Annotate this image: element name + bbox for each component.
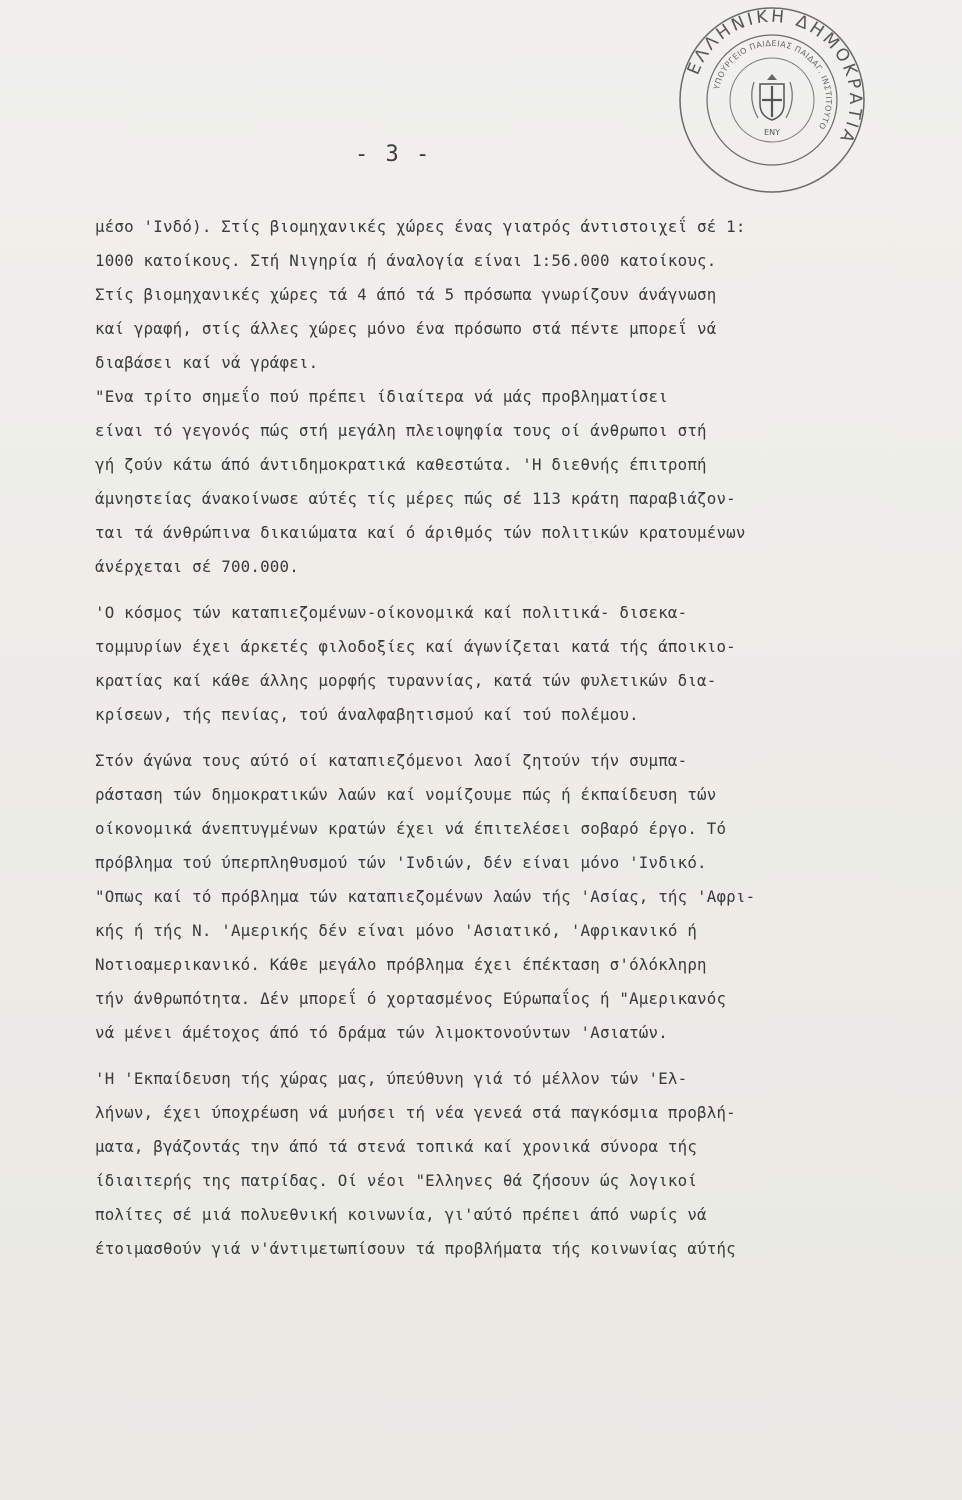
text-line: κής ή τής Ν. 'Αμερικής δέν είναι μόνο 'Ασιατικό, 'Αφρικανικό ή bbox=[95, 921, 698, 940]
text-line: νά μένει άμέτοχος άπό τό δράμα τών λιμοκτονούντων 'Ασιατών. bbox=[95, 1023, 668, 1042]
text-line: άνέρχεται σέ 700.000. bbox=[95, 557, 299, 576]
text-line: "Οπως καί τό πρόβλημα τών καταπιεζομένων λαών τής 'Ασίας, τής 'Αφρι- bbox=[95, 887, 756, 906]
text-line: κρατίας καί κάθε άλλης μορφής τυραννίας, κατά τών φυλετικών δια- bbox=[95, 671, 717, 690]
paragraph-5 bbox=[95, 1062, 955, 1266]
text-line: ματα, βγάζοντάς την άπό τά στενά τοπικά καί χρονικά σύνορα τής bbox=[95, 1137, 698, 1156]
coat-of-arms-icon bbox=[752, 74, 793, 120]
text-line: μέσο 'Ινδό). Στίς βιομηχανικές χώρες ένας γιατρός άντιστοιχεΐ σέ 1: bbox=[95, 217, 746, 236]
text-line: καί γραφή, στίς άλλες χώρες μόνο ένα πρόσωπο στά πέντε μπορεΐ νά bbox=[95, 319, 717, 338]
text-line: είναι τό γεγονός πώς στή μεγάλη πλειοψηφία τους οί άνθρωποι στή bbox=[95, 421, 707, 440]
text-line: ται τά άνθρώπινα δικαιώματα καί ό άριθμός τών πολιτικών κρατουμένων bbox=[95, 523, 746, 542]
text-line: λήνων, έχει ύποχρέωση νά μυήσει τή νέα γενεά στά παγκόσμια προβλή- bbox=[95, 1103, 736, 1122]
text-line: τομμυρίων έχει άρκετές φιλοδοξίες καί άγωνίζεται κατά τής άποικιο- bbox=[95, 637, 736, 656]
text-line: 1000 κατοίκους. Στή Νιγηρία ή άναλογία είναι 1:56.000 κατοίκους. bbox=[95, 251, 717, 270]
paragraph-3 bbox=[95, 596, 955, 732]
text-line: κρίσεων, τής πενίας, τού άναλφαβητισμού καί τού πολέμου. bbox=[95, 705, 639, 724]
text-line: πρόβλημα τού ύπερπληθυσμού τών 'Ινδιών, δέν είναι μόνο 'Ινδικό. bbox=[95, 853, 707, 872]
text-line: τήν άνθρωπότητα. Δέν μπορεΐ ό χορτασμένος Εύρωπαΐος ή "Αμερικανός bbox=[95, 989, 727, 1008]
text-line: "Ενα τρίτο σημεΐο πού πρέπει ίδιαίτερα νά μάς προβληματίσει bbox=[95, 387, 668, 406]
text-line: οίκονομικά άνεπτυγμένων κρατών έχει νά έπιτελέσει σοβαρό έργο. Τό bbox=[95, 819, 727, 838]
text-line: διαβάσει καί νά γράφει. bbox=[95, 353, 319, 372]
document-body bbox=[95, 210, 955, 1266]
text-line: γή ζούν κάτω άπό άντιδημοκρατικά καθεστώτα. 'Η διεθνής έπιτροπή bbox=[95, 455, 707, 474]
text-line: 'Ο κόσμος τών καταπιεζομένων-οίκονομικά καί πολιτικά- δισεκα- bbox=[95, 603, 688, 622]
paragraph-1 bbox=[95, 210, 955, 380]
text-line: Στόν άγώνα τους αύτό οί καταπιεζόμενοι λαοί ζητούν τήν συμπα- bbox=[95, 751, 688, 770]
seal-outer-text: ΕΛΛΗΝΙΚΗ ΔΗΜΟΚΡΑΤΙΑ bbox=[683, 6, 866, 148]
text-line: Νοτιοαμερικανικό. Κάθε μεγάλο πρόβλημα έχει έπέκταση σ'όλόκληρη bbox=[95, 955, 707, 974]
official-seal-stamp bbox=[672, 0, 872, 200]
text-line: Στίς βιομηχανικές χώρες τά 4 άπό τά 5 πρόσωπα γνωρίζουν άνάγνωση bbox=[95, 285, 717, 304]
svg-text:ΥΠΟΥΡΓΕΙΟ ΠΑΙΔΕΙΑΣ ΠΑΙΔΑΓ. ΙΝΣ bbox=[712, 39, 833, 131]
text-line: ίδιαιτερής της πατρίδας. Οί νέοι "Ελληνες θά ζήσουν ώς λογικοί bbox=[95, 1171, 698, 1190]
seal-inner-text: ΥΠΟΥΡΓΕΙΟ ΠΑΙΔΕΙΑΣ ΠΑΙΔΑΓ. ΙΝΣΤΙΤΟΥΤΟ bbox=[712, 38, 834, 131]
text-line: 'Η 'Εκπαίδευση τής χώρας μας, ύπεύθυνη γιά τό μέλλον τών 'Ελ- bbox=[95, 1069, 688, 1088]
text-line: ράσταση τών δημοκρατικών λαών καί νομίζουμε πώς ή έκπαίδευση τών bbox=[95, 785, 717, 804]
text-line: έτοιμασθούν γιά ν'άντιμετωπίσουν τά προβλήματα τής κοινωνίας αύτής bbox=[95, 1239, 736, 1258]
text-line: άμνηστείας άνακοίνωσε αύτές τίς μέρες πώς σέ 113 κράτη παραβιάζον- bbox=[95, 489, 736, 508]
paragraph-2 bbox=[95, 380, 955, 584]
page-number: - 3 - bbox=[355, 142, 432, 167]
paragraph-4 bbox=[95, 744, 955, 1050]
seal-center-text: ΕΝΥ bbox=[764, 128, 780, 137]
text-line: πολίτες σέ μιά πολυεθνική κοινωνία, γι'αύτό πρέπει άπό νωρίς νά bbox=[95, 1205, 707, 1224]
